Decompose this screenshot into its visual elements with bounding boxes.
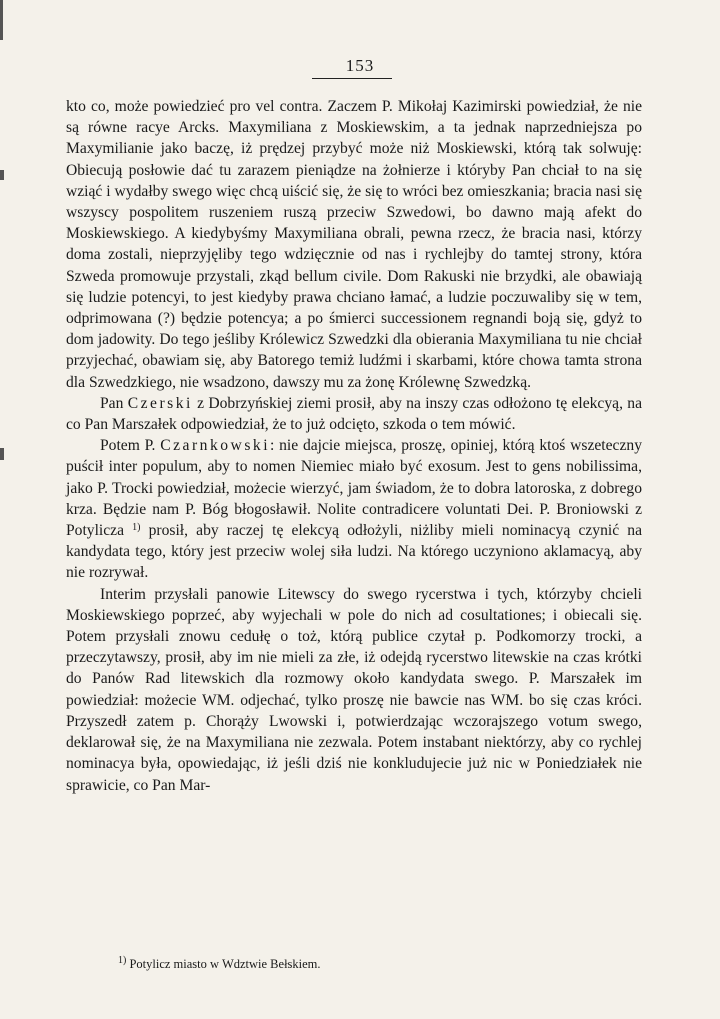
page-number: 153 xyxy=(345,56,375,75)
paragraph xyxy=(66,435,642,583)
body-text xyxy=(66,96,642,796)
paragraph xyxy=(66,584,642,796)
paragraph xyxy=(66,96,642,393)
footnote xyxy=(118,956,618,972)
paragraph xyxy=(66,393,642,435)
paragraph-text: Potem P. xyxy=(100,437,161,455)
footnote-mark: 1) xyxy=(118,955,127,966)
speaker-name: Czarnkowski xyxy=(160,437,271,455)
paragraph-text: Pan xyxy=(100,394,128,412)
paragraph-text: Interim przysłali panowie Litewscy do swego rycerstwa i tych, którzyby chcieli Moskiewskiego poprzeć, aby wyjechali w pole do nich ad cosultationes; i obiecali się. Potem przysłali znowu cedułę o toż, którą publice czytał p. Podkomorzy trocki, a przeczytawszy, prosił, aby im nie mieli za złe, iż odejdą rycerstwo litewskie na czas krótki do Panów Rad litewskich dla rozmowy około kandydata swego. P. Marszałek im powiedział: możecie WM. odjechać, tylko proszę nie bawcie nas WM. bo się czas króci. Przyszedł zatem p. Chorąży Lwowski i, potwierdzając wczorajszego votum swego, deklarował się, że na Maxymiliana nie zezwala. Potem instabant niektórzy, aby co rychlej nominacya była, opowiedając, iż jeśli dziś nie konkludujecie już nic w Poniedziałek nie sprawicie, co Pan Mar- xyxy=(66,585,642,794)
paragraph-text: prosił, aby raczej tę elekcyą odłożyli, niżliby mieli nominacyą czynić na kandydata tego, który jest przeciw wolej siła ludzi. Na którego uczyniono aklamacyą, aby nie rozrywał. xyxy=(66,522,642,582)
speaker-name: Czerski xyxy=(127,394,193,412)
footnote-reference: 1) xyxy=(132,522,141,534)
footnote-text: Potylicz miasto w Wdztwie Bełskiem. xyxy=(126,957,321,971)
page-number-rule xyxy=(312,78,392,79)
paragraph-text: z Dobrzyńskiej ziemi prosił, aby na inszy czas odłożono tę elekcyą, na co Pan Marszałek odpowiedział, że to już odcięto, szkoda o tem mówić. xyxy=(66,394,642,434)
page-edge-mark xyxy=(0,448,4,460)
paragraph-text: kto co, może powiedzieć pro vel contra. Zaczem P. Mikołaj Kazimirski powiedział, że nie są równe racye Arcks. Maxymiliana z Moskiewskim, a ta jednak naprzedniejsza po Maxymilianie jako baczę, iż prędzej przybyć może niż Moskiewski, którą tak solwuję: Obiecują posłowie dać tu zarazem pieniądze na żołnierze i któryby Pan chciał to na się wziąć i wydałby swego więc chcą uiścić się, że się to wróci bez omieszkania; bracia nasi się wszyscy pospolitem ruszeniem ruszą przeciw Szwedowi, bo dawno mają afekt do Moskiewskiego. A kiedybyśmy Maxymiliana obrali, pewna rzecz, że bracia nasi, którzy doma zostali, nieprzyjęliby tego wdzięcznie od nas i rychlejby do tamtej strony, która Szweda promowuje przystali, zkąd bellum civile. Dom Rakuski nie brzydki, ale obawiają się ludzie potencyi, to jest kiedyby prawa chciano łamać, a ludzie poczuwaliby się w tem, odprimowana (?) będzie potencya; a po śmierci successionem regnandi boją się, gdyż to dom jadowity. Do tego jeśliby Królewicz Szwedzki dla obierania Maxymiliana tu nie chciał przyjechać, obawiam się, aby Batorego temiż ludźmi i skarbami, które chowa tamta strona dla Szwedzkiego, nie wsadzono, dawszy mu za żonę Królewnę Szwedzką. xyxy=(66,98,642,391)
paragraph-text: : nie dajcie miejsca, proszę, opiniej, którą ktoś wszeteczny puścił inter populum, aby to nomen Niemiec miało być exosum. Jest to gens nobilissima, jako P. Trocki powiedział, możecie wierzyć, jam świadom, że to dobra latoroska, z dobrego krza. Będzie nam P. Bóg błogosławił. Nolite contradicere voluntati Dei. P. Broniowski z Potylicza xyxy=(66,437,642,540)
page-edge-mark xyxy=(0,0,3,40)
page-edge-mark xyxy=(0,170,4,180)
